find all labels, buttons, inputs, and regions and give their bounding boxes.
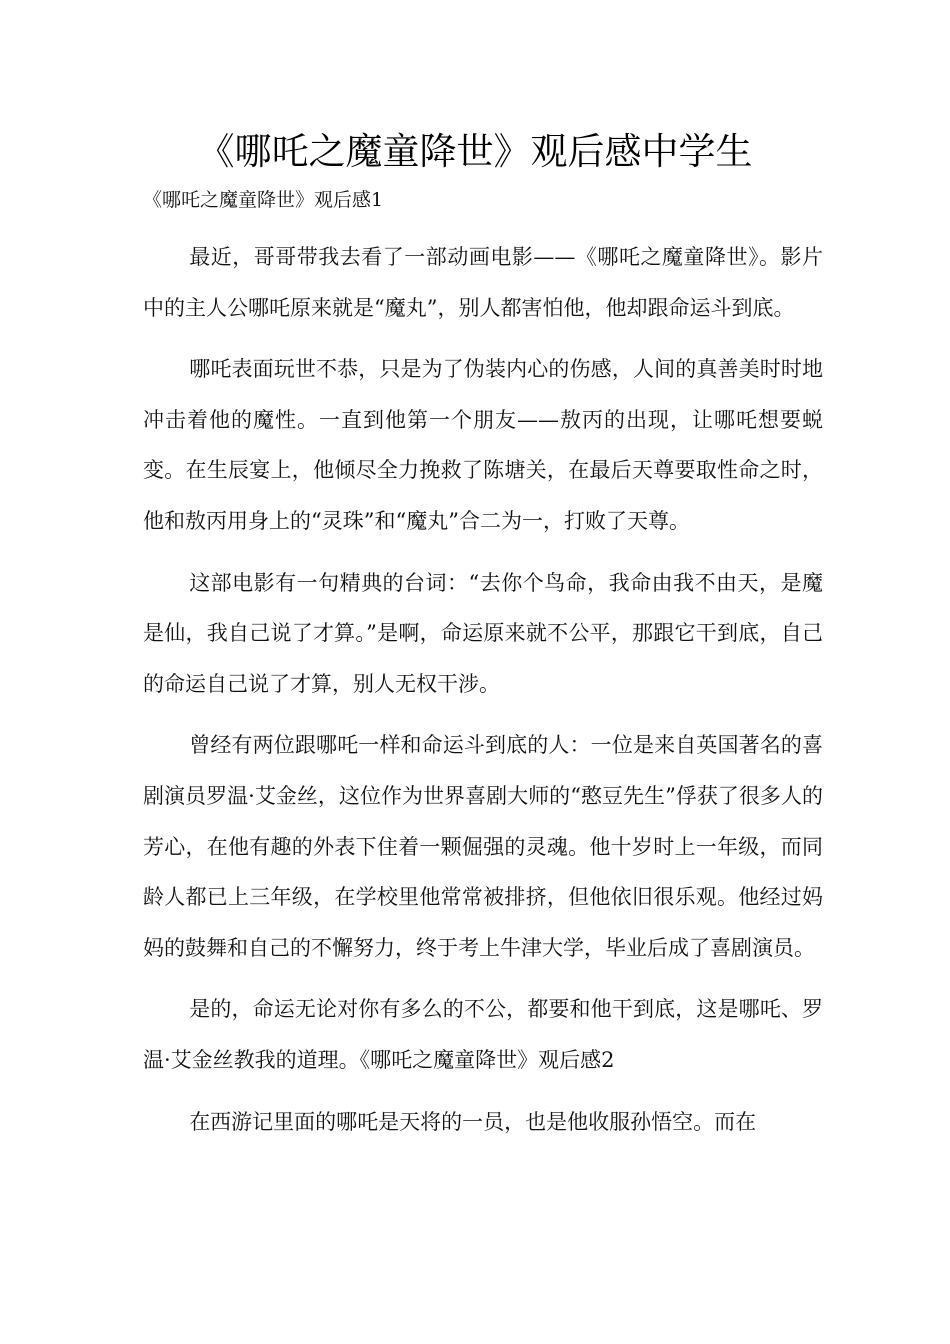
document-subtitle: 《哪吒之魔童降世》观后感1 [143, 189, 384, 211]
paragraph-2: 哪吒表面玩世不恭，只是为了伪装内心的伤感，人间的真善美时时地冲击着他的魔性。一直到他第一个朋友——敖丙的出现，让哪吒想要蜕变。在生辰宴上，他倾尽全力挽救了陈塘关，在最后天尊要取性命之时，他和敖丙用身上的“灵珠”和“魔丸”合二为一，打败了天尊。 [143, 357, 823, 533]
paragraph-1: 最近，哥哥带我去看了一部动画电影——《哪吒之魔童降世》。影片中的主人公哪吒原来就是“魔丸”，别人都害怕他，他却跟命运斗到底。 [143, 245, 823, 320]
paragraph-3: 这部电影有一句精典的台词：“去你个鸟命，我命由我不由天，是魔是仙，我自己说了才算。”是啊，命运原来就不公平，那跟它干到底，自己的命运自己说了才算，别人无权干涉。 [143, 570, 823, 696]
document-title: 《哪吒之魔童降世》观后感中学生 [197, 130, 753, 173]
paragraph-6: 在西游记里面的哪吒是天将的一员，也是他收服孙悟空。而在 [189, 1109, 757, 1134]
paragraph-5: 是的，命运无论对你有多么的不公，都要和他干到底，这是哪吒、罗温·艾金丝教我的道理。《哪吒之魔童降世》观后感2 [143, 997, 823, 1072]
paragraph-4: 曾经有两位跟哪吒一样和命运斗到底的人：一位是来自英国著名的喜剧演员罗温·艾金丝，这位作为世界喜剧大师的“憨豆先生”俘获了很多人的芳心，在他有趣的外表下住着一颗倔强的灵魂。他十岁时上一年级，而同龄人都已上三年级，在学校里他常常被排挤，但他依旧很乐观。他经过妈妈的鼓舞和自己的不懈努力，终于考上牛津大学，毕业后成了喜剧演员。 [143, 733, 823, 960]
document-body [143, 232, 823, 1158]
